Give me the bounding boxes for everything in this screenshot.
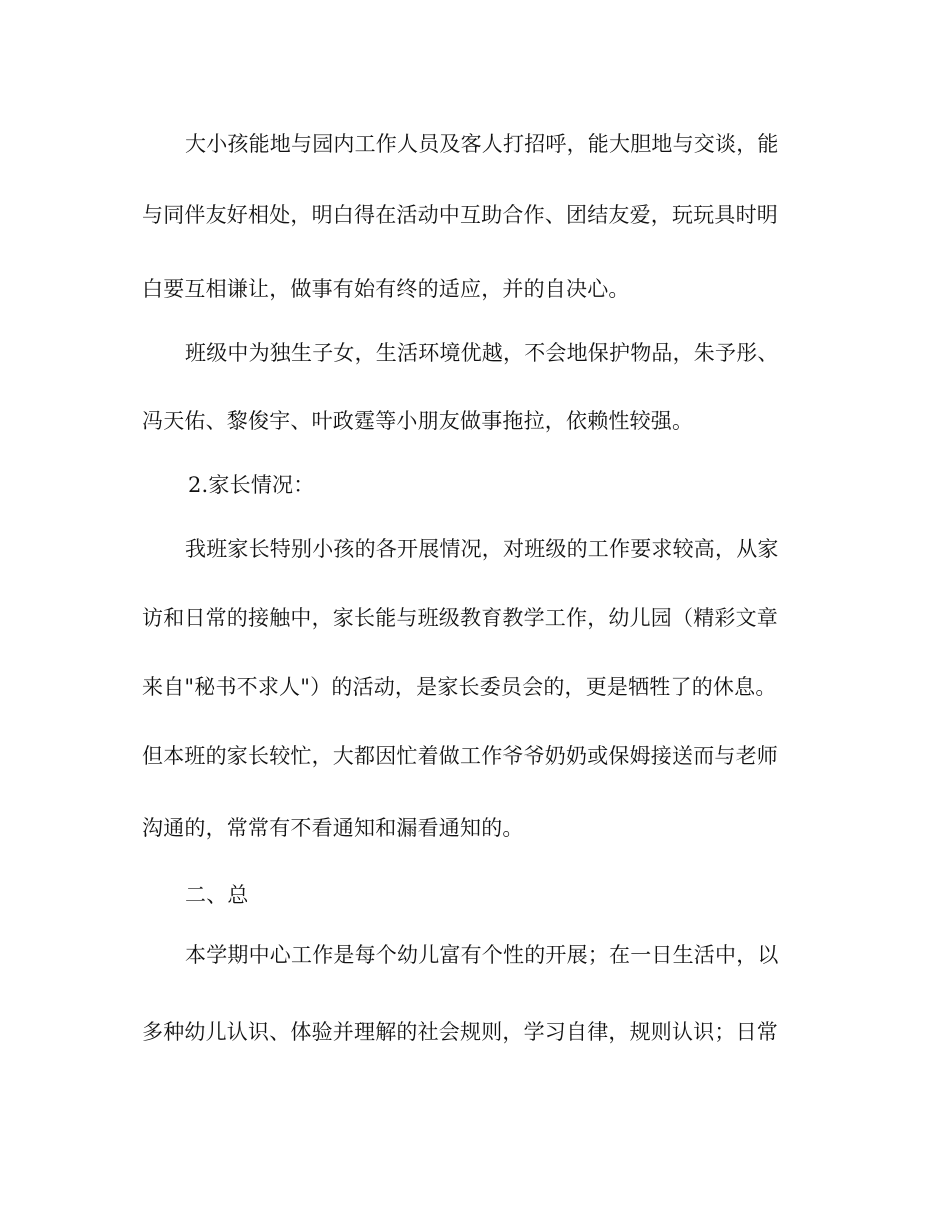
- section-subheading: 2.家长情况：: [188, 473, 315, 497]
- paragraph-line: 但本班的家长较忙，大都因忙着做工作爷爷奶奶或保姆接送而与老师: [142, 744, 778, 768]
- paragraph-line: 大小孩能地与园内工作人员及客人打招呼，能大胆地与交谈，能: [185, 132, 779, 156]
- paragraph-line: 与同伴友好相处，明白得在活动中互助合作、团结友爱，玩玩具时明: [142, 203, 778, 227]
- paragraph-line: 班级中为独生子女，生活环境优越，不会地保护物品，朱予彤、: [185, 341, 779, 365]
- paragraph-line: 来自"秘书不求人"）的活动，是家长委员会的，更是牺牲了的休息。: [142, 675, 777, 699]
- paragraph-line: 冯天佑、黎俊宇、叶政霆等小朋友做事拖拉，依赖性较强。: [142, 409, 694, 433]
- paragraph-line: 多种幼儿认识、体验并理解的社会规则，学习自律，规则认识；日常: [142, 1020, 778, 1044]
- paragraph-line: 访和日常的接触中，家长能与班级教育教学工作，幼儿园（精彩文章: [142, 606, 778, 630]
- paragraph-line: 白要互相谦让，做事有始有终的适应，并的自决心。: [142, 277, 630, 301]
- paragraph-line: 本学期中心工作是每个幼儿富有个性的开展；在一日生活中，以: [185, 943, 779, 967]
- paragraph-line: 沟通的，常常有不看通知和漏看通知的。: [142, 816, 524, 840]
- section-heading: 二、总: [185, 883, 249, 907]
- paragraph-line: 我班家长特别小孩的各开展情况，对班级的工作要求较高，从家: [185, 537, 779, 561]
